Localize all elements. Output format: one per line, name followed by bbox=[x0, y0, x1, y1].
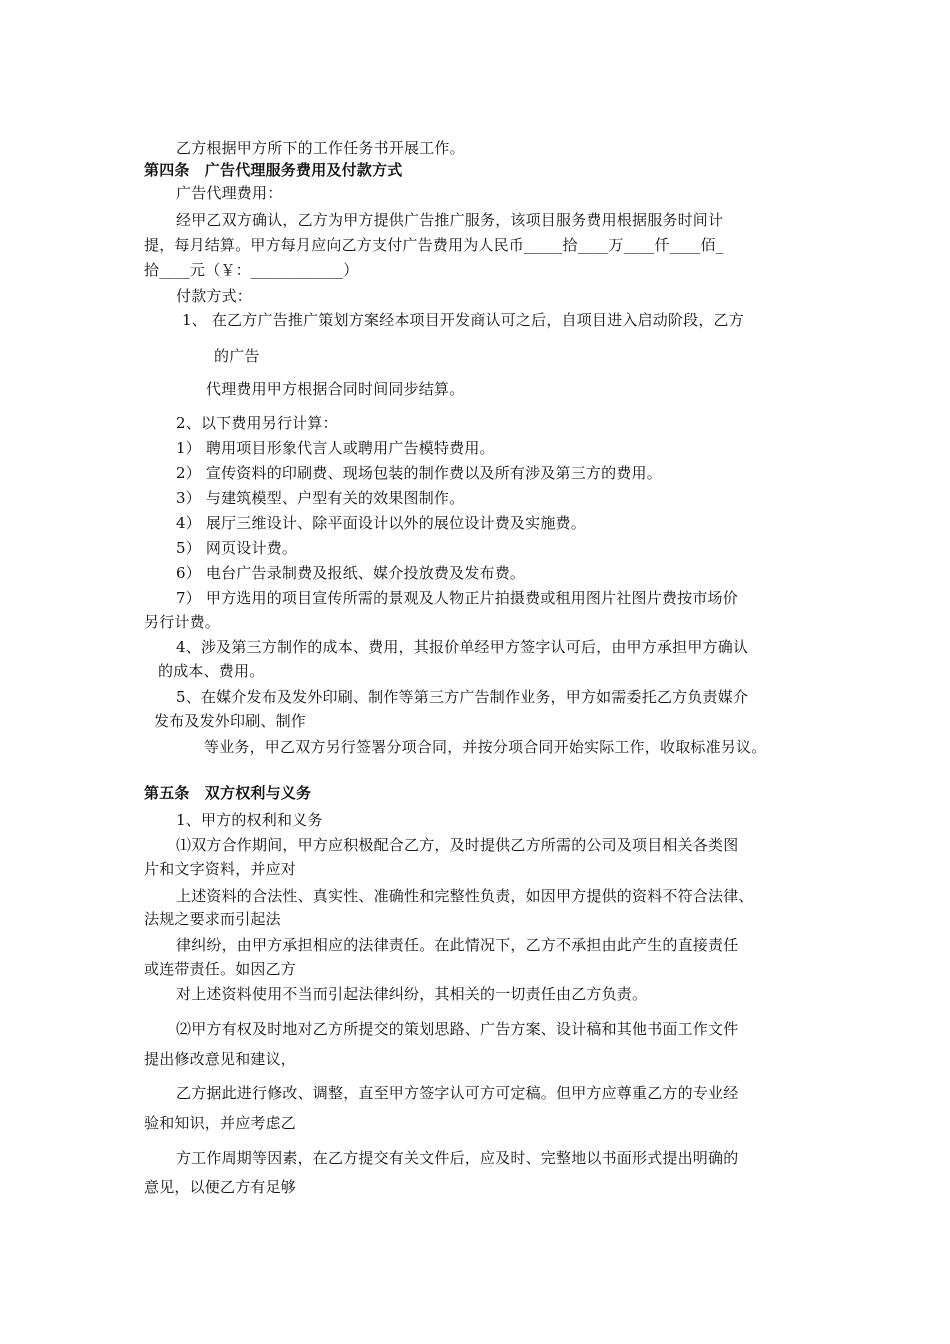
paragraph-line: 片和文字资料，并应对 bbox=[144, 860, 297, 878]
paragraph-line: 上述资料的合法性、真实性、准确性和完整性负责，如因甲方提供的资料不符合法律、 bbox=[176, 887, 754, 905]
paragraph-line: 的成本、费用。 bbox=[158, 662, 265, 680]
paragraph-line: 或连带责任。如因乙方 bbox=[144, 960, 297, 978]
paragraph-line: 发布及发外印刷、制作 bbox=[154, 712, 307, 730]
list-item: 4、涉及第三方制作的成本、费用，其报价单经甲方签字认可后，由甲方承担甲方确认 bbox=[176, 638, 749, 656]
paragraph-line: 的广告 bbox=[214, 347, 260, 365]
paragraph-line: ⑴双方合作期间，甲方应积极配合乙方，及时提供乙方所需的公司及项目相关各类图 bbox=[176, 836, 739, 854]
paragraph-line: 付款方式： bbox=[176, 287, 253, 305]
paragraph-line: 律纠纷，由甲方承担相应的法律责任。在此情况下，乙方不承担由此产生的直接责任 bbox=[176, 936, 739, 954]
list-item: 2） 宣传资料的印刷费、现场包装的制作费以及所有涉及第三方的费用。 bbox=[176, 464, 662, 482]
paragraph-line: 对上述资料使用不当而引起法律纠纷，其相关的一切责任由乙方负责。 bbox=[176, 985, 648, 1003]
paragraph-line: 另行计费。 bbox=[144, 613, 221, 631]
list-item: 4） 展厅三维设计、除平面设计以外的展位设计费及实施费。 bbox=[176, 514, 586, 532]
list-item: 5） 网页设计费。 bbox=[176, 539, 298, 557]
paragraph-line: 方工作周期等因素，在乙方提交有关文件后，应及时、完整地以书面形式提出明确的 bbox=[176, 1149, 739, 1167]
paragraph-line: 等业务，甲乙双方另行签署分项合同，并按分项合同开始实际工作，收取标准另议。 bbox=[204, 738, 767, 756]
paragraph-line: 法规之要求而引起法 bbox=[144, 910, 281, 928]
paragraph-line: 验和知识，并应考虑乙 bbox=[144, 1114, 297, 1132]
paragraph-line: ⑵甲方有权及时地对乙方所提交的策划思路、广告方案、设计稿和其他书面工作文件 bbox=[176, 1020, 739, 1038]
list-item: 2、以下费用另行计算： bbox=[176, 414, 338, 432]
list-item: 1、甲方的权利和义务 bbox=[176, 811, 323, 829]
paragraph-line: 经甲乙双方确认，乙方为甲方提供广告推广服务，该项目服务费用根据服务时间计 bbox=[176, 211, 724, 229]
list-item: 3） 与建筑模型、户型有关的效果图制作。 bbox=[176, 489, 465, 507]
section-heading-article-5: 第五条 双方权利与义务 bbox=[144, 784, 312, 802]
list-item: 1、 在乙方广告推广策划方案经本项目开发商认可之后，自项目进入启动阶段，乙方 bbox=[182, 311, 744, 329]
paragraph-line: 广告代理费用： bbox=[176, 184, 283, 202]
paragraph-line: 代理费用甲方根据合同时间同步结算。 bbox=[206, 380, 465, 398]
list-item: 6） 电台广告录制费及报纸、媒介投放费及发布费。 bbox=[176, 564, 526, 582]
paragraph-line: 乙方据此进行修改、调整，直至甲方签字认可方可定稿。但甲方应尊重乙方的专业经 bbox=[176, 1084, 739, 1102]
list-item: 7） 甲方选用的项目宣传所需的景观及人物正片拍摄费或租用图片社图片费按市场价 bbox=[176, 589, 738, 607]
list-item: 1） 聘用项目形象代言人或聘用广告模特费用。 bbox=[176, 439, 495, 457]
paragraph-line: 拾____元（￥：____________） bbox=[144, 261, 359, 279]
paragraph-line: 提，每月结算。甲方每月应向乙方支付广告费用为人民币_____拾____万____仟____佰_ bbox=[144, 236, 724, 254]
section-heading-article-4: 第四条 广告代理服务费用及付款方式 bbox=[144, 161, 403, 179]
list-item: 5、在媒介发布及发外印刷、制作等第三方广告制作业务，甲方如需委托乙方负责媒介 bbox=[176, 688, 749, 706]
paragraph-line: 乙方根据甲方所下的工作任务书开展工作。 bbox=[176, 139, 465, 157]
paragraph-line: 意见，以便乙方有足够 bbox=[144, 1178, 297, 1196]
paragraph-line: 提出修改意见和建议， bbox=[144, 1050, 297, 1068]
